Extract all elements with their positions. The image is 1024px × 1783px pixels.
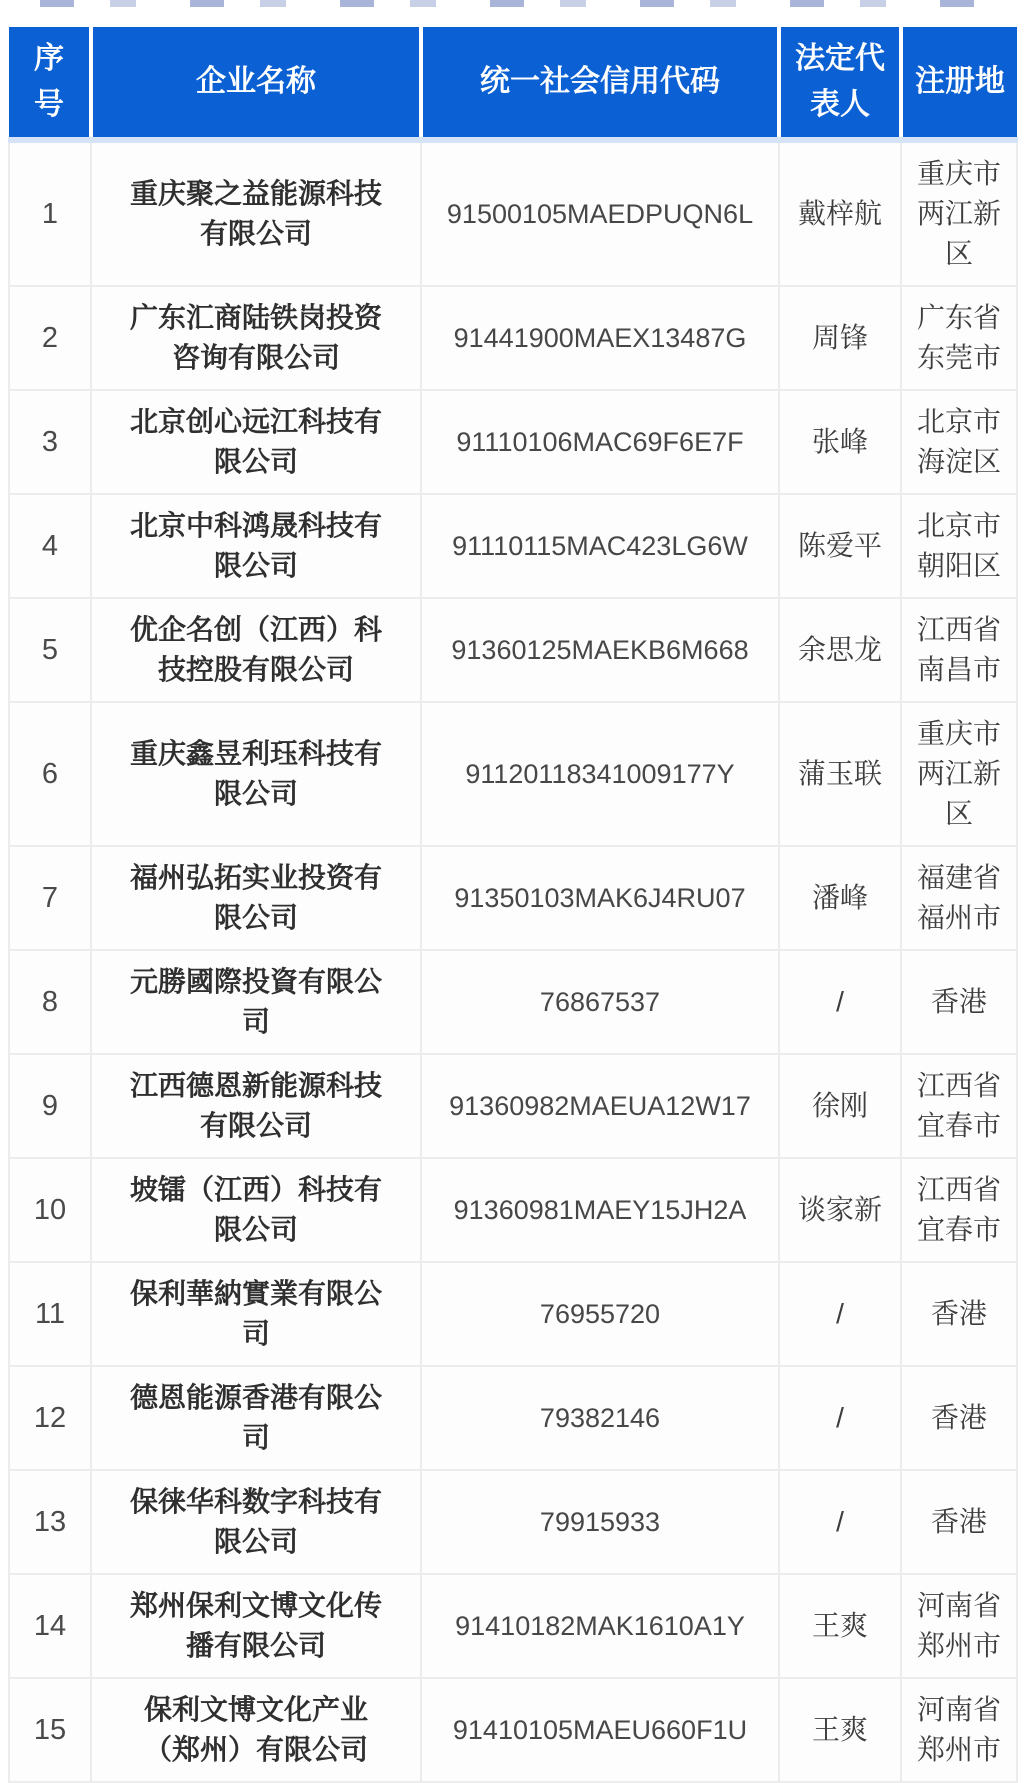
serial-number-cell: 7 [9,846,91,950]
serial-number-cell: 8 [9,950,91,1054]
company-name-cell: 广东汇商陆铁岗投资咨询有限公司 [91,286,421,390]
table-row [9,1262,1017,1366]
legal-representative-cell: / [779,1366,901,1470]
table-row [9,390,1017,494]
credit-code-cell: 91360981MAEY15JH2A [421,1158,779,1262]
registered-location-cell: 江西省宜春市 [901,1158,1017,1262]
company-name-cell: 坡镭（江西）科技有限公司 [91,1158,421,1262]
cropped-content-remnant [40,0,984,7]
legal-representative-cell: 张峰 [779,390,901,494]
credit-code-cell: 91350103MAK6J4RU07 [421,846,779,950]
company-name-cell: 重庆鑫昱利珏科技有限公司 [91,702,421,846]
serial-number-cell: 6 [9,702,91,846]
credit-code-cell: 91120118341009177Y [421,702,779,846]
registered-location-cell: 江西省宜春市 [901,1054,1017,1158]
table-row [9,140,1017,286]
company-table-container [8,27,1016,1783]
company-name-cell: 优企名创（江西）科技控股有限公司 [91,598,421,702]
serial-number-cell: 2 [9,286,91,390]
company-name-cell: 德恩能源香港有限公司 [91,1366,421,1470]
table-row [9,1574,1017,1678]
credit-code-cell: 79382146 [421,1366,779,1470]
table-header-row [9,27,1017,140]
legal-representative-cell: 蒲玉联 [779,702,901,846]
company-table [8,27,1018,1783]
serial-number-cell: 9 [9,1054,91,1158]
table-header [9,27,1017,140]
serial-number-cell: 13 [9,1470,91,1574]
legal-representative-cell: 潘峰 [779,846,901,950]
table-row [9,286,1017,390]
legal-representative-cell: 戴梓航 [779,140,901,286]
company-name-cell: 江西德恩新能源科技有限公司 [91,1054,421,1158]
table-body [9,140,1017,1782]
header-legal-representative: 法定代表人 [779,27,901,140]
serial-number-cell: 15 [9,1678,91,1782]
table-row [9,1470,1017,1574]
header-credit-code: 统一社会信用代码 [421,27,779,140]
table-row [9,950,1017,1054]
serial-number-cell: 14 [9,1574,91,1678]
credit-code-cell: 76867537 [421,950,779,1054]
registered-location-cell: 香港 [901,950,1017,1054]
legal-representative-cell: 谈家新 [779,1158,901,1262]
serial-number-cell: 10 [9,1158,91,1262]
registered-location-cell: 江西省南昌市 [901,598,1017,702]
credit-code-cell: 91410182MAK1610A1Y [421,1574,779,1678]
credit-code-cell: 91110115MAC423LG6W [421,494,779,598]
registered-location-cell: 重庆市两江新区 [901,702,1017,846]
legal-representative-cell: 陈爱平 [779,494,901,598]
registered-location-cell: 福建省福州市 [901,846,1017,950]
company-name-cell: 福州弘拓实业投资有限公司 [91,846,421,950]
legal-representative-cell: 王爽 [779,1574,901,1678]
company-name-cell: 重庆聚之益能源科技有限公司 [91,140,421,286]
credit-code-cell: 79915933 [421,1470,779,1574]
serial-number-cell: 4 [9,494,91,598]
credit-code-cell: 91410105MAEU660F1U [421,1678,779,1782]
registered-location-cell: 北京市海淀区 [901,390,1017,494]
legal-representative-cell: / [779,1262,901,1366]
table-row [9,1054,1017,1158]
registered-location-cell: 香港 [901,1366,1017,1470]
serial-number-cell: 11 [9,1262,91,1366]
registered-location-cell: 香港 [901,1262,1017,1366]
table-row [9,1366,1017,1470]
legal-representative-cell: 周锋 [779,286,901,390]
table-row [9,1158,1017,1262]
company-name-cell: 保利華納實業有限公司 [91,1262,421,1366]
legal-representative-cell: 余思龙 [779,598,901,702]
company-name-cell: 保利文博文化产业（郑州）有限公司 [91,1678,421,1782]
table-row [9,846,1017,950]
legal-representative-cell: 徐刚 [779,1054,901,1158]
registered-location-cell: 北京市朝阳区 [901,494,1017,598]
credit-code-cell: 91500105MAEDPUQN6L [421,140,779,286]
serial-number-cell: 3 [9,390,91,494]
registered-location-cell: 重庆市两江新区 [901,140,1017,286]
company-name-cell: 北京中科鸿晟科技有限公司 [91,494,421,598]
company-name-cell: 保徕华科数字科技有限公司 [91,1470,421,1574]
registered-location-cell: 河南省郑州市 [901,1678,1017,1782]
legal-representative-cell: / [779,950,901,1054]
header-serial-number: 序号 [9,27,91,140]
serial-number-cell: 12 [9,1366,91,1470]
credit-code-cell: 76955720 [421,1262,779,1366]
serial-number-cell: 5 [9,598,91,702]
credit-code-cell: 91360125MAEKB6M668 [421,598,779,702]
table-row [9,702,1017,846]
table-row [9,494,1017,598]
registered-location-cell: 广东省东莞市 [901,286,1017,390]
registered-location-cell: 香港 [901,1470,1017,1574]
company-name-cell: 北京创心远江科技有限公司 [91,390,421,494]
legal-representative-cell: / [779,1470,901,1574]
credit-code-cell: 91441900MAEX13487G [421,286,779,390]
header-company-name: 企业名称 [91,27,421,140]
table-row [9,598,1017,702]
company-name-cell: 元勝國際投資有限公司 [91,950,421,1054]
company-name-cell: 郑州保利文博文化传播有限公司 [91,1574,421,1678]
registered-location-cell: 河南省郑州市 [901,1574,1017,1678]
credit-code-cell: 91110106MAC69F6E7F [421,390,779,494]
legal-representative-cell: 王爽 [779,1678,901,1782]
credit-code-cell: 91360982MAEUA12W17 [421,1054,779,1158]
header-registered-location: 注册地 [901,27,1017,140]
serial-number-cell: 1 [9,140,91,286]
table-row [9,1678,1017,1782]
